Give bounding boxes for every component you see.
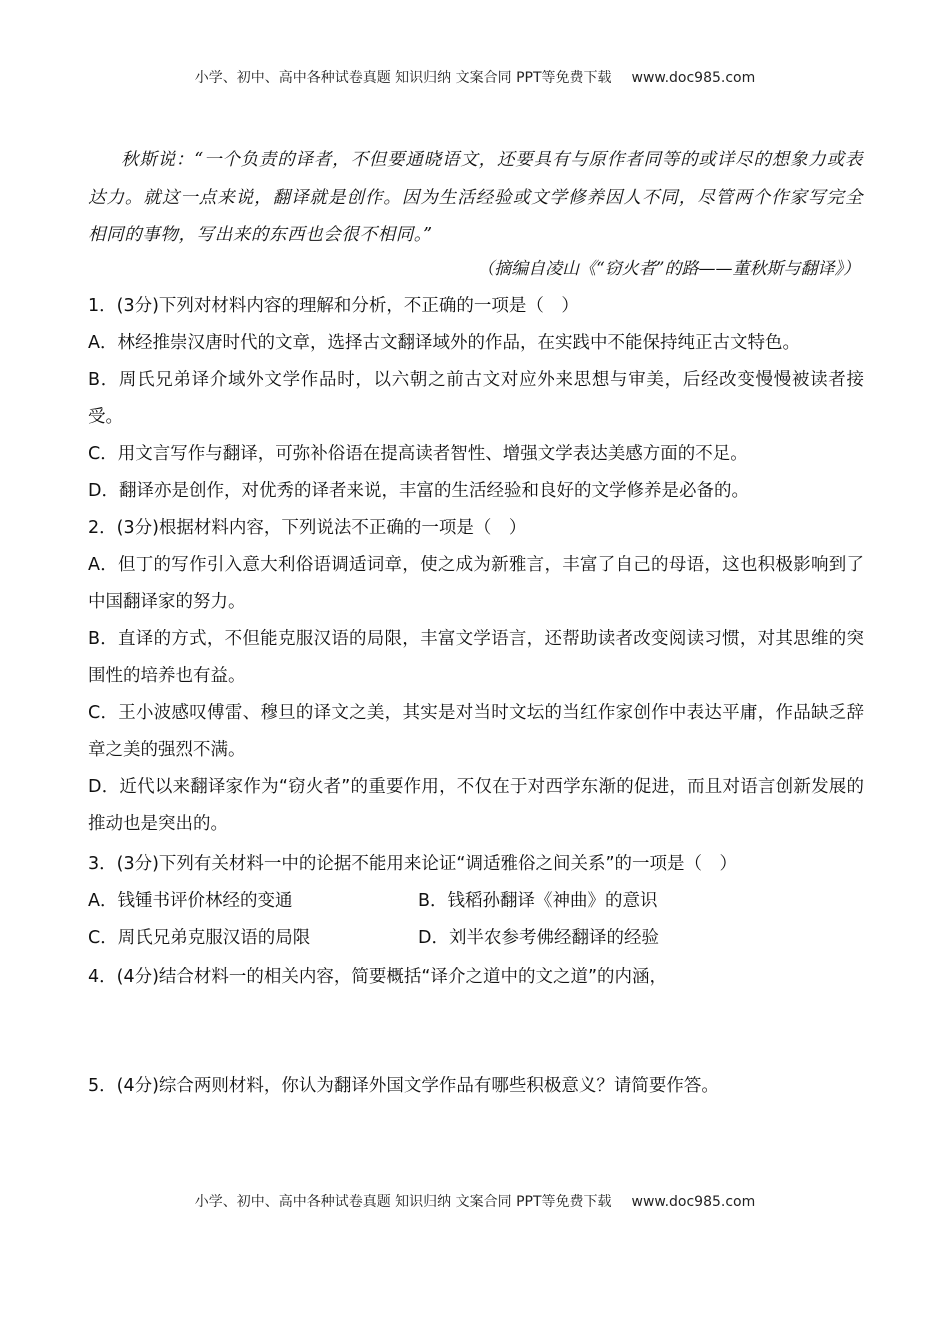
question-5 bbox=[88, 1068, 864, 1105]
question-5-stem: 5．(4分)综合两则材料，你认为翻译外国文学作品有哪些积极意义？请简要作答。 bbox=[88, 1076, 719, 1096]
question-1-stem: 1．(3分)下列对材料内容的理解和分析，不正确的一项是（ ） bbox=[88, 296, 579, 316]
header-banner bbox=[0, 68, 950, 88]
question-3-options-row-1 bbox=[88, 883, 864, 920]
question-3-option-c: C．周氏兄弟克服汉语的局限 bbox=[88, 928, 311, 948]
question-4 bbox=[88, 959, 864, 996]
question-2-stem: 2．(3分)根据材料内容，下列说法不正确的一项是（ ） bbox=[88, 518, 527, 538]
question-2-option-c: C．王小波感叹傅雷、穆旦的译文之美，其实是对当时文坛的当红作家创作中表达平庸，作品缺乏辞章之美的强烈不满。 bbox=[88, 703, 864, 760]
question-1-option-a: A．林经推崇汉唐时代的文章，选择古文翻译域外的作品，在实践中不能保持纯正古文特色。 bbox=[88, 333, 800, 353]
question-2 bbox=[88, 510, 864, 843]
question-1 bbox=[88, 288, 864, 510]
footer-banner bbox=[0, 1192, 950, 1212]
question-3-option-d: D．刘半农参考佛经翻译的经验 bbox=[418, 928, 659, 948]
header-banner-text: 小学、初中、高中各种试卷真题 知识归纳 文案合同 PPT等免费下载 bbox=[194, 70, 612, 86]
question-3-option-a: A．钱锺书评价林经的变通 bbox=[88, 891, 293, 911]
header-url-link[interactable]: www.doc985.com bbox=[631, 70, 756, 86]
footer-banner-text: 小学、初中、高中各种试卷真题 知识归纳 文案合同 PPT等免费下载 bbox=[194, 1194, 612, 1210]
question-3-stem: 3．(3分)下列有关材料一中的论据不能用来论证“调适雅俗之间关系”的一项是（ ） bbox=[88, 854, 738, 874]
question-1-option-c: C．用文言写作与翻译，可弥补俗语在提高读者智性、增强文学表达美感方面的不足。 bbox=[88, 444, 748, 464]
question-1-option-b: B．周氏兄弟译介域外文学作品时，以六朝之前古文对应外来思想与审美，后经改变慢慢被读者接受。 bbox=[88, 370, 864, 427]
question-1-option-d: D．翻译亦是创作，对优秀的译者来说，丰富的生活经验和良好的文学修养是必备的。 bbox=[88, 481, 749, 501]
question-3-options-row-2 bbox=[88, 920, 864, 957]
question-2-option-a: A．但丁的写作引入意大利俗语调适词章，使之成为新雅言，丰富了自己的母语，这也积极影响到了中国翻译家的努力。 bbox=[88, 555, 864, 612]
question-4-stem: 4．(4分)结合材料一的相关内容，简要概括“译介之道中的文之道”的内涵， bbox=[88, 967, 668, 987]
question-2-option-d: D．近代以来翻译家作为“窃火者”的重要作用，不仅在于对西学东渐的促进，而且对语言创新发展的推动也是突出的。 bbox=[88, 777, 864, 834]
question-3-option-b: B．钱稻孙翻译《神曲》的意识 bbox=[418, 891, 658, 911]
question-3 bbox=[88, 846, 864, 957]
passage-text: 秋斯说：“一个负责的译者，不但要通晓语文，还要具有与原作者同等的或详尽的想象力或表达力。就这一点来说，翻译就是创作。因为生活经验或文学修养因人不同，尽管两个作家写完全相同的事物，写出来的东西也会很不相同。” bbox=[88, 150, 863, 245]
passage-source: （摘编自凌山《“窃火者”的路——董秋斯与翻译》） bbox=[477, 259, 860, 279]
question-2-option-b: B．直译的方式，不但能克服汉语的局限，丰富文学语言，还帮助读者改变阅读习惯，对其思维的突围性的培养也有益。 bbox=[88, 629, 864, 686]
footer-url-link[interactable]: www.doc985.com bbox=[631, 1194, 756, 1210]
